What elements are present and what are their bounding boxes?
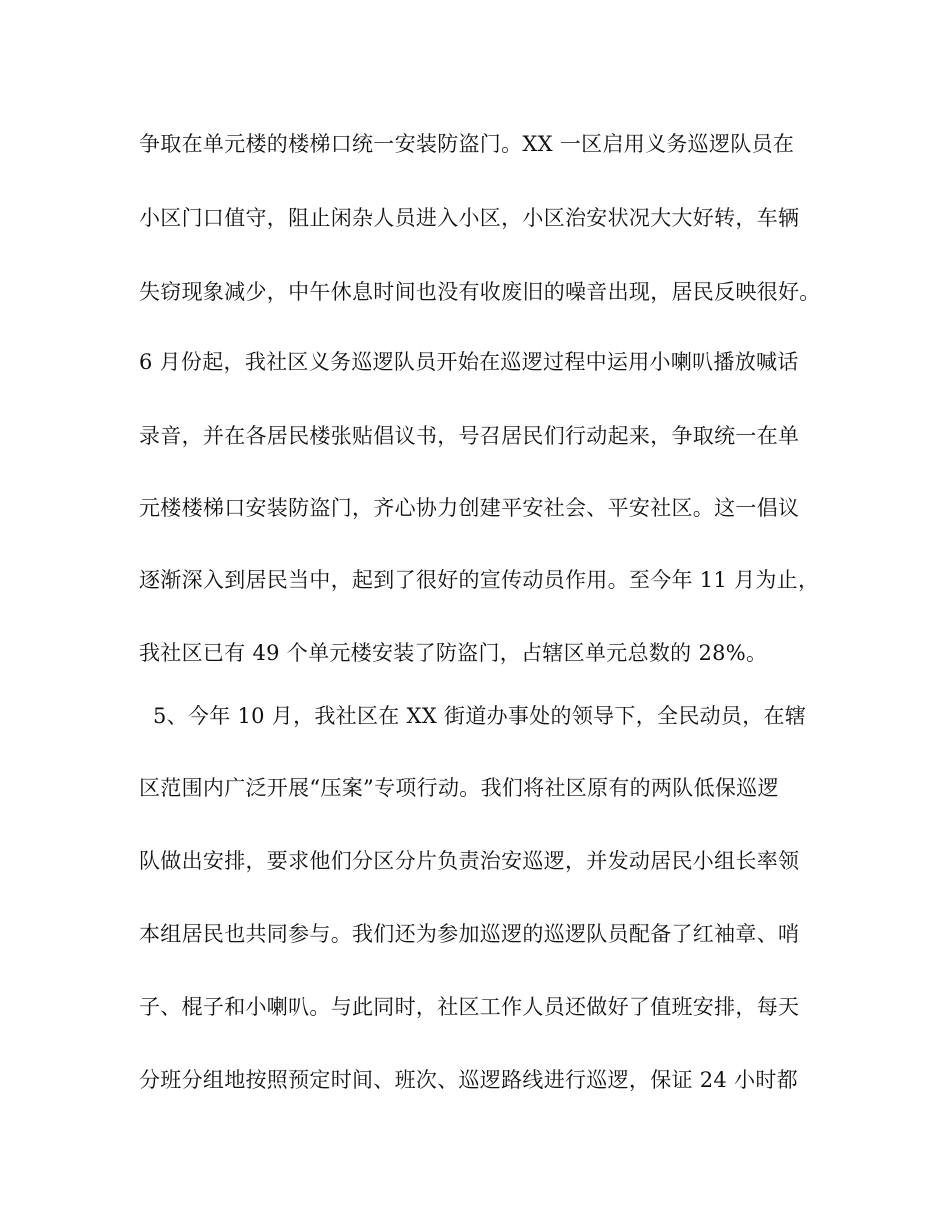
text-line: 小区门口值守，阻止闲杂人员进入小区，小区治安状况大大好转，车辆 (139, 206, 800, 230)
text-line: 录音，并在各居民楼张贴倡议书，号召居民们行动起来，争取统一在单 (139, 424, 800, 448)
text-line: 队做出安排，要求他们分区分片负责治安巡逻，并发动居民小组长率领 (139, 849, 800, 873)
text-line: 元楼楼梯口安装防盗门，齐心协力创建平安社会、平安社区。这一倡议 (139, 496, 800, 520)
text-line: 子、棍子和小喇叭。与此同时，社区工作人员还做好了值班安排，每天 (139, 995, 800, 1019)
text-line: 5、今年 10 月，我社区在 XX 街道办事处的领导下，全民动员，在辖 (139, 704, 807, 728)
text-line: 本组居民也共同参与。我们还为参加巡逻的巡逻队员配备了红袖章、哨 (139, 922, 800, 946)
text-line: 逐渐深入到居民当中，起到了很好的宣传动员作用。至今年 11 月为止， (139, 568, 820, 592)
text-line: 我社区已有 49 个单元楼安装了防盗门，占辖区单元总数的 28%。 (139, 641, 768, 665)
text-line: 区范围内广泛开展“压案”专项行动。我们将社区原有的两队低保巡逻 (139, 776, 779, 800)
text-line: 6 月份起，我社区义务巡逻队员开始在巡逻过程中运用小喇叭播放喊话 (139, 350, 799, 374)
text-line: 分班分组地按照预定时间、班次、巡逻路线进行巡逻，保证 24 小时都 (139, 1068, 798, 1092)
text-line: 争取在单元楼的楼梯口统一安装防盗门。XX 一区启用义务巡逻队员在 (139, 132, 795, 156)
text-line: 失窃现象减少，中午休息时间也没有收废旧的噪音出现，居民反映很好。 (139, 280, 821, 304)
